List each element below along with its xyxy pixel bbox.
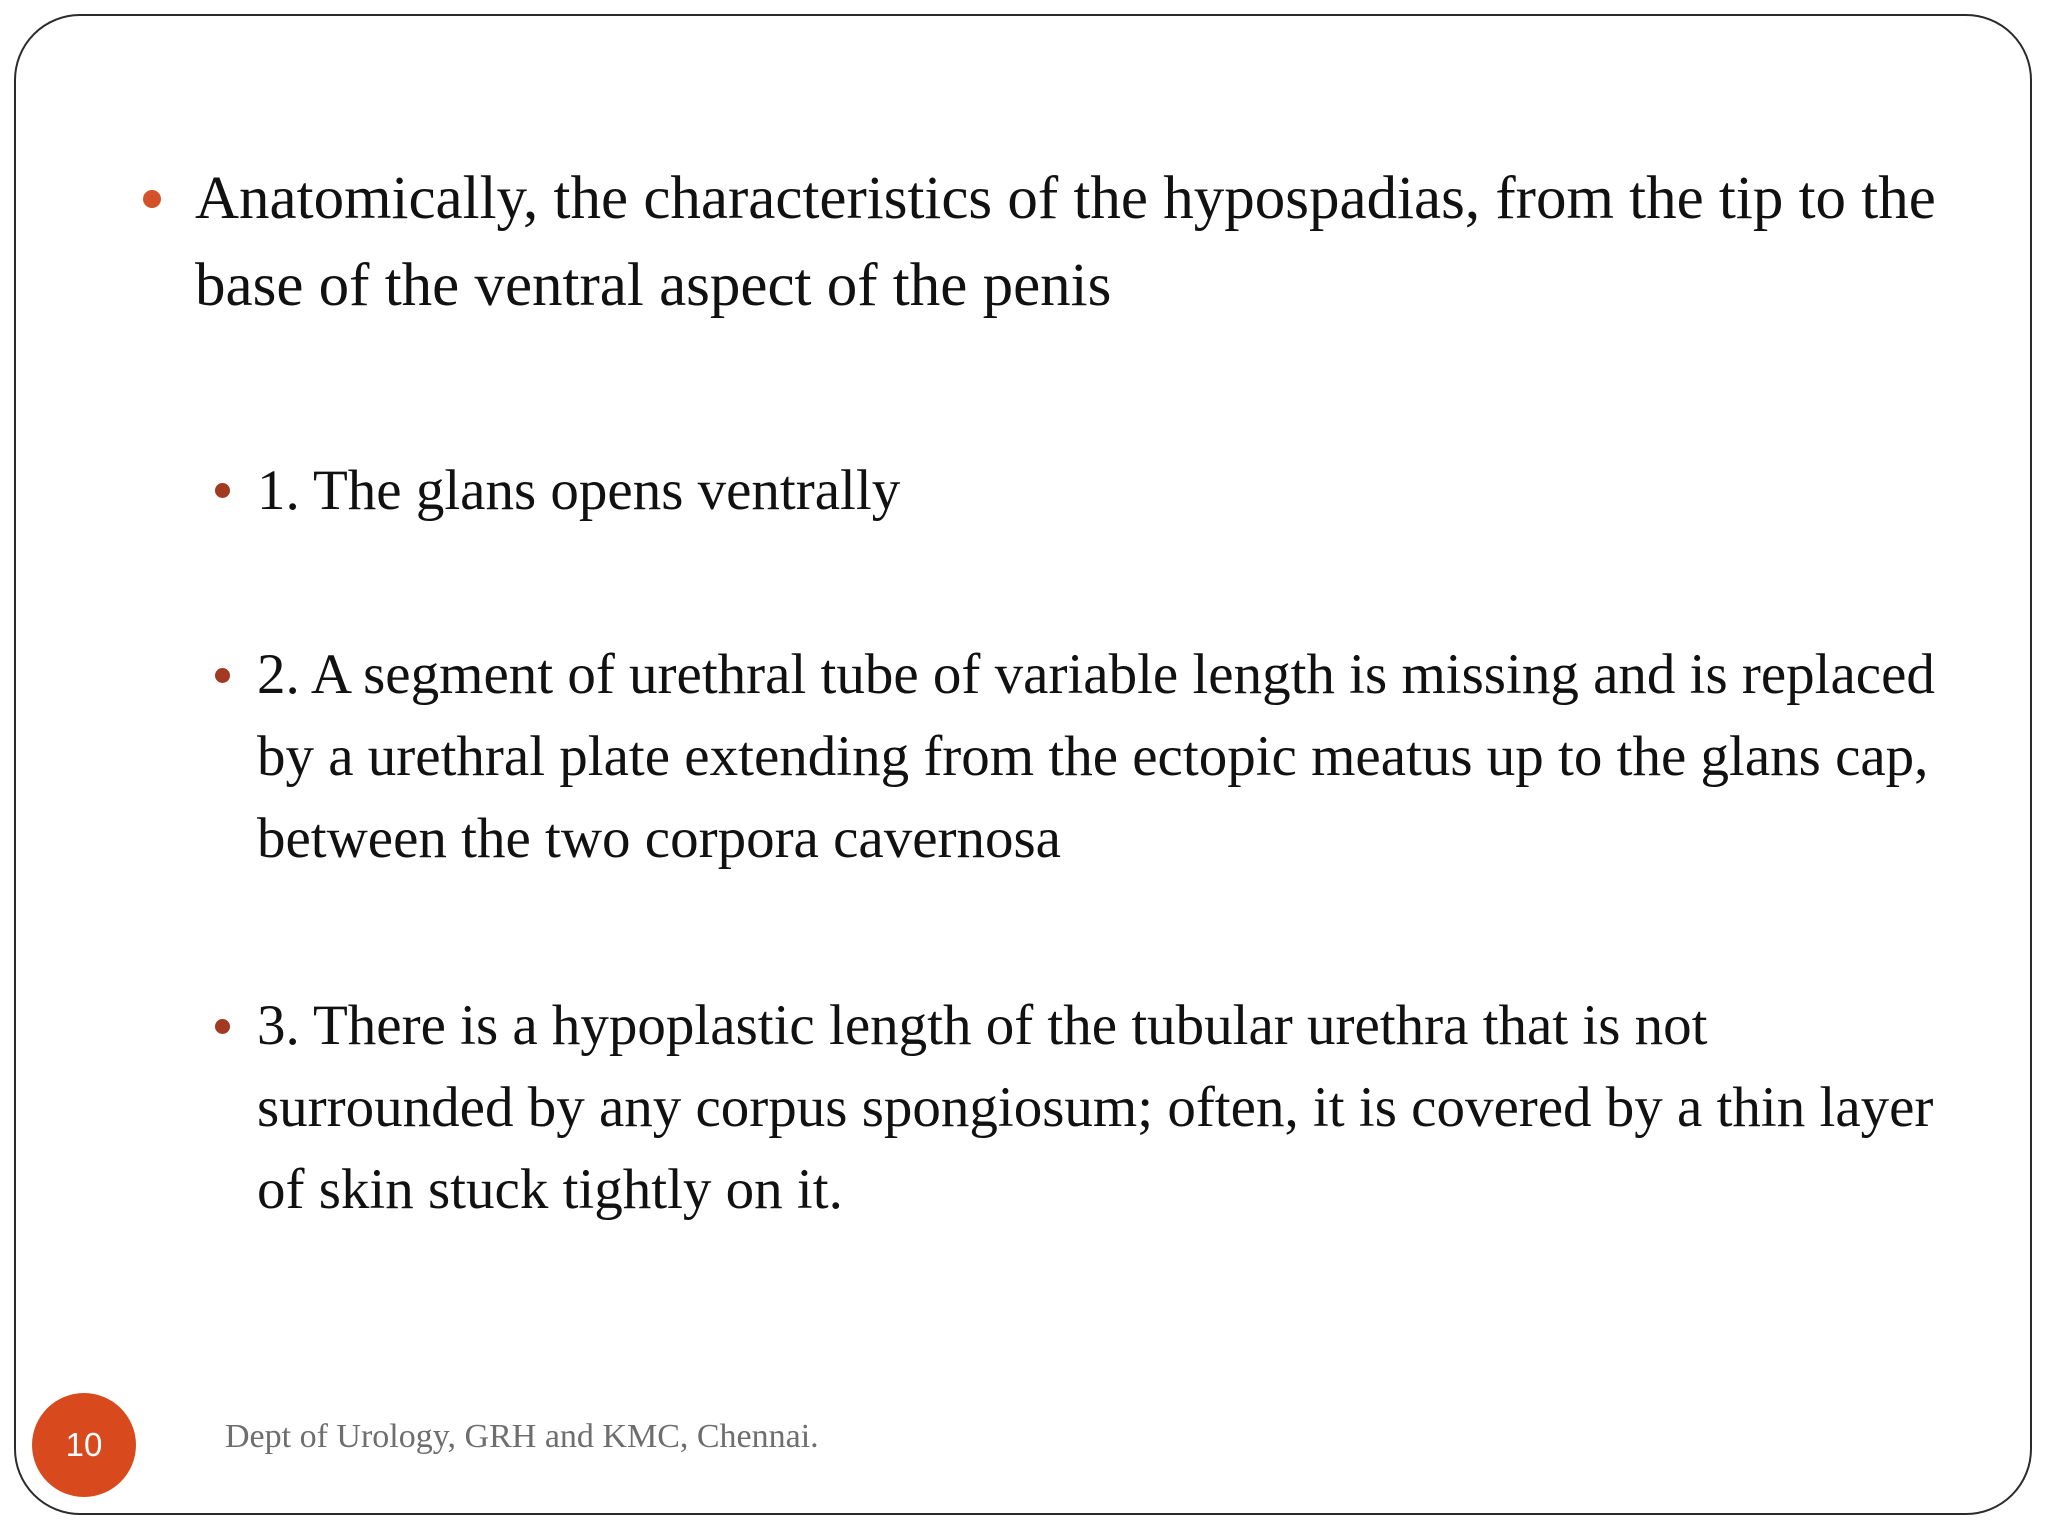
sub-bullet-2-icon bbox=[215, 668, 230, 683]
main-bullet-text: Anatomically, the characteristics of the hypospadias, from the tip to the base of the ventral aspect of the penis bbox=[195, 165, 1936, 319]
sub-bullet-1-icon bbox=[215, 483, 230, 498]
main-bullet-icon bbox=[143, 190, 161, 208]
sub-bullet-2-text: 2. A segment of urethral tube of variable length is missing and is replaced by a urethral plate extending from the ectopic meatus up to the glans cap, between the two corpora cavernosa bbox=[257, 643, 1935, 870]
sub-bullet-1-text: 1. The glans opens ventrally bbox=[257, 459, 901, 522]
sub-bullet-3-text: 3. There is a hypoplastic length of the tubular urethra that is not surrounded by any corpus spongiosum; often, it is covered by a thin layer of skin stuck tightly on it. bbox=[257, 994, 1934, 1221]
sub-bullet-3-icon bbox=[215, 1019, 230, 1034]
footer-text: Dept of Urology, GRH and KMC, Chennai. bbox=[225, 1418, 819, 1455]
page-number-badge: 10 bbox=[32, 1393, 136, 1497]
